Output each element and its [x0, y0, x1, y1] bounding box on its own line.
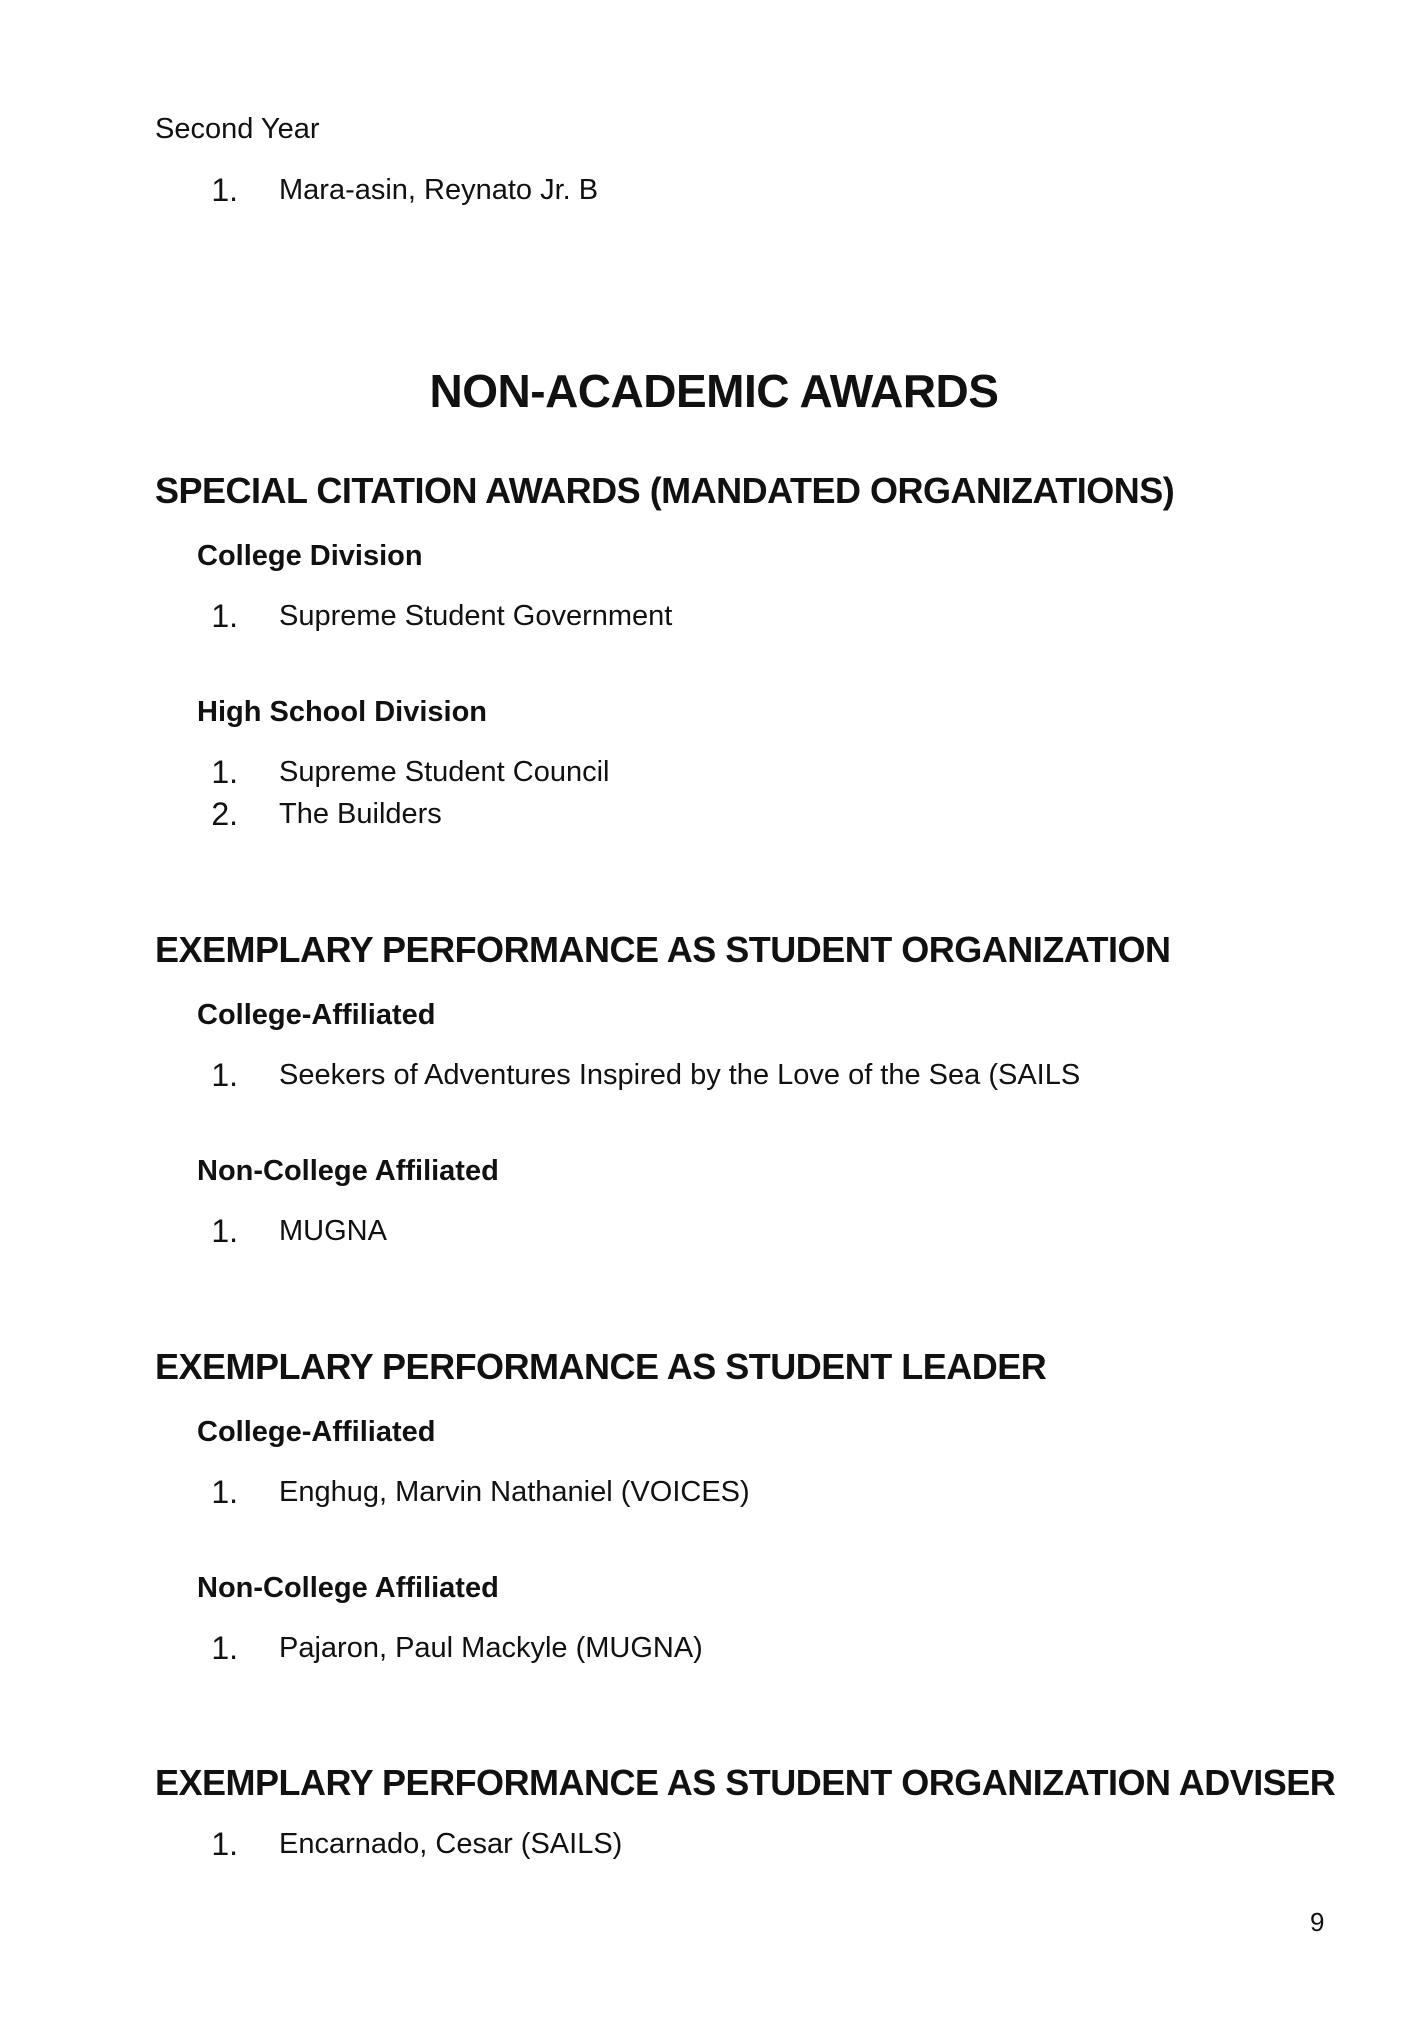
subsection-title: Non-College Affiliated	[197, 1572, 499, 1604]
subsection-title: Non-College Affiliated	[197, 1155, 499, 1187]
list-item-text: MUGNA	[279, 1215, 387, 1247]
list-item-number: 1.	[211, 1213, 238, 1249]
section-title: EXEMPLARY PERFORMANCE AS STUDENT LEADER	[155, 1346, 1047, 1387]
list-item-text: Seekers of Adventures Inspired by the Love of the Sea (SAILS	[279, 1059, 1081, 1091]
section-title: SPECIAL CITATION AWARDS (MANDATED ORGANIZATIONS)	[155, 470, 1175, 511]
list-item-number: 1.	[211, 1057, 238, 1093]
list-item-text: The Builders	[279, 798, 442, 830]
section-title: EXEMPLARY PERFORMANCE AS STUDENT ORGANIZATION	[155, 929, 1171, 970]
list-item-number: 1.	[211, 598, 238, 634]
list-item-text: Supreme Student Council	[279, 756, 610, 788]
subsection-title: High School Division	[197, 696, 488, 728]
list-item-text: Encarnado, Cesar (SAILS)	[279, 1828, 623, 1860]
list-item-number: 2.	[211, 796, 238, 832]
page-title: NON-ACADEMIC AWARDS	[429, 365, 999, 417]
year-label: Second Year	[155, 113, 320, 145]
list-item-text: Pajaron, Paul Mackyle (MUGNA)	[279, 1632, 703, 1664]
list-item-number: 1.	[211, 1630, 238, 1666]
list-item-number: 1.	[211, 1826, 238, 1862]
subsection-title: College-Affiliated	[197, 999, 436, 1031]
list-item-number: 1.	[211, 754, 238, 790]
list-item-text: Supreme Student Government	[279, 600, 673, 632]
list-item-text: Enghug, Marvin Nathaniel (VOICES)	[279, 1476, 750, 1508]
subsection-title: College-Affiliated	[197, 1416, 436, 1448]
list-item-number: 1.	[211, 1474, 238, 1510]
page-number: 9	[1310, 1907, 1325, 1937]
list-item-number: 1.	[211, 172, 238, 208]
subsection-title: College Division	[197, 540, 423, 572]
list-item-text: Mara-asin, Reynato Jr. B	[279, 174, 599, 206]
section-title: EXEMPLARY PERFORMANCE AS STUDENT ORGANIZATION ADVISER	[155, 1762, 1336, 1803]
